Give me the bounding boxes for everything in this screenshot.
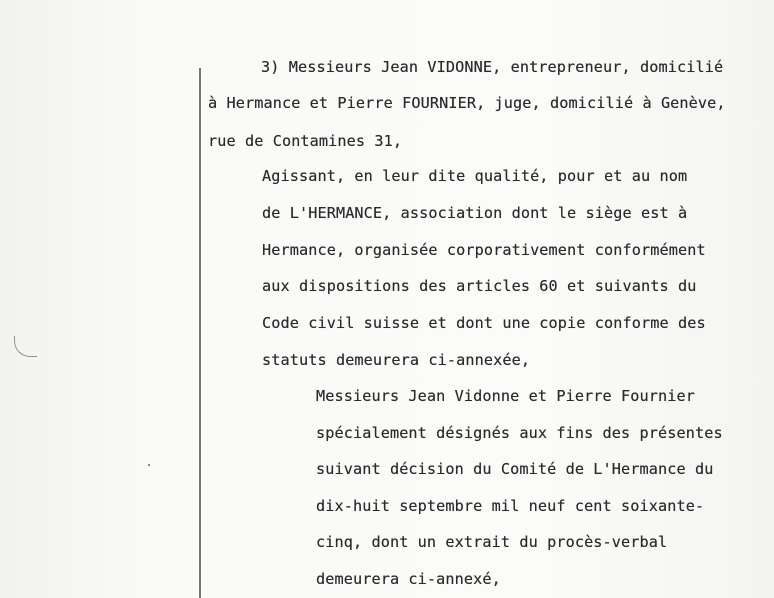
text-line: de L'HERMANCE, association dont le siège est à [262, 204, 688, 222]
text-line: demeurera ci-annexé, [316, 570, 501, 588]
text-line: statuts demeurera ci-annexée, [262, 351, 531, 369]
text-line: suivant décision du Comité de L'Hermance du [316, 460, 714, 478]
text-line: Messieurs Jean Vidonne et Pierre Fournier [316, 387, 695, 405]
text-line: 3) Messieurs Jean VIDONNE, entrepreneur, domicilié [261, 58, 724, 76]
text-line: Code civil suisse et dont une copie conforme des [262, 314, 706, 332]
text-line: Agissant, en leur dite qualité, pour et au nom [262, 167, 688, 185]
text-line: rue de Contamines 31, [208, 132, 403, 150]
text-line: aux dispositions des articles 60 et suivants du [262, 277, 697, 295]
binder-hole-mark [14, 336, 37, 357]
text-line: dix-huit septembre mil neuf cent soixante- [316, 497, 705, 515]
text-line: Hermance, organisée corporativement conformément [262, 241, 706, 259]
paper-speck [148, 464, 150, 466]
text-line: spécialement désignés aux fins des présentes [316, 424, 723, 442]
text-line: cinq, dont un extrait du procès-verbal [316, 533, 668, 551]
text-line: à Hermance et Pierre FOURNIER, juge, domicilié à Genève, [208, 94, 726, 112]
margin-rule [199, 68, 201, 598]
